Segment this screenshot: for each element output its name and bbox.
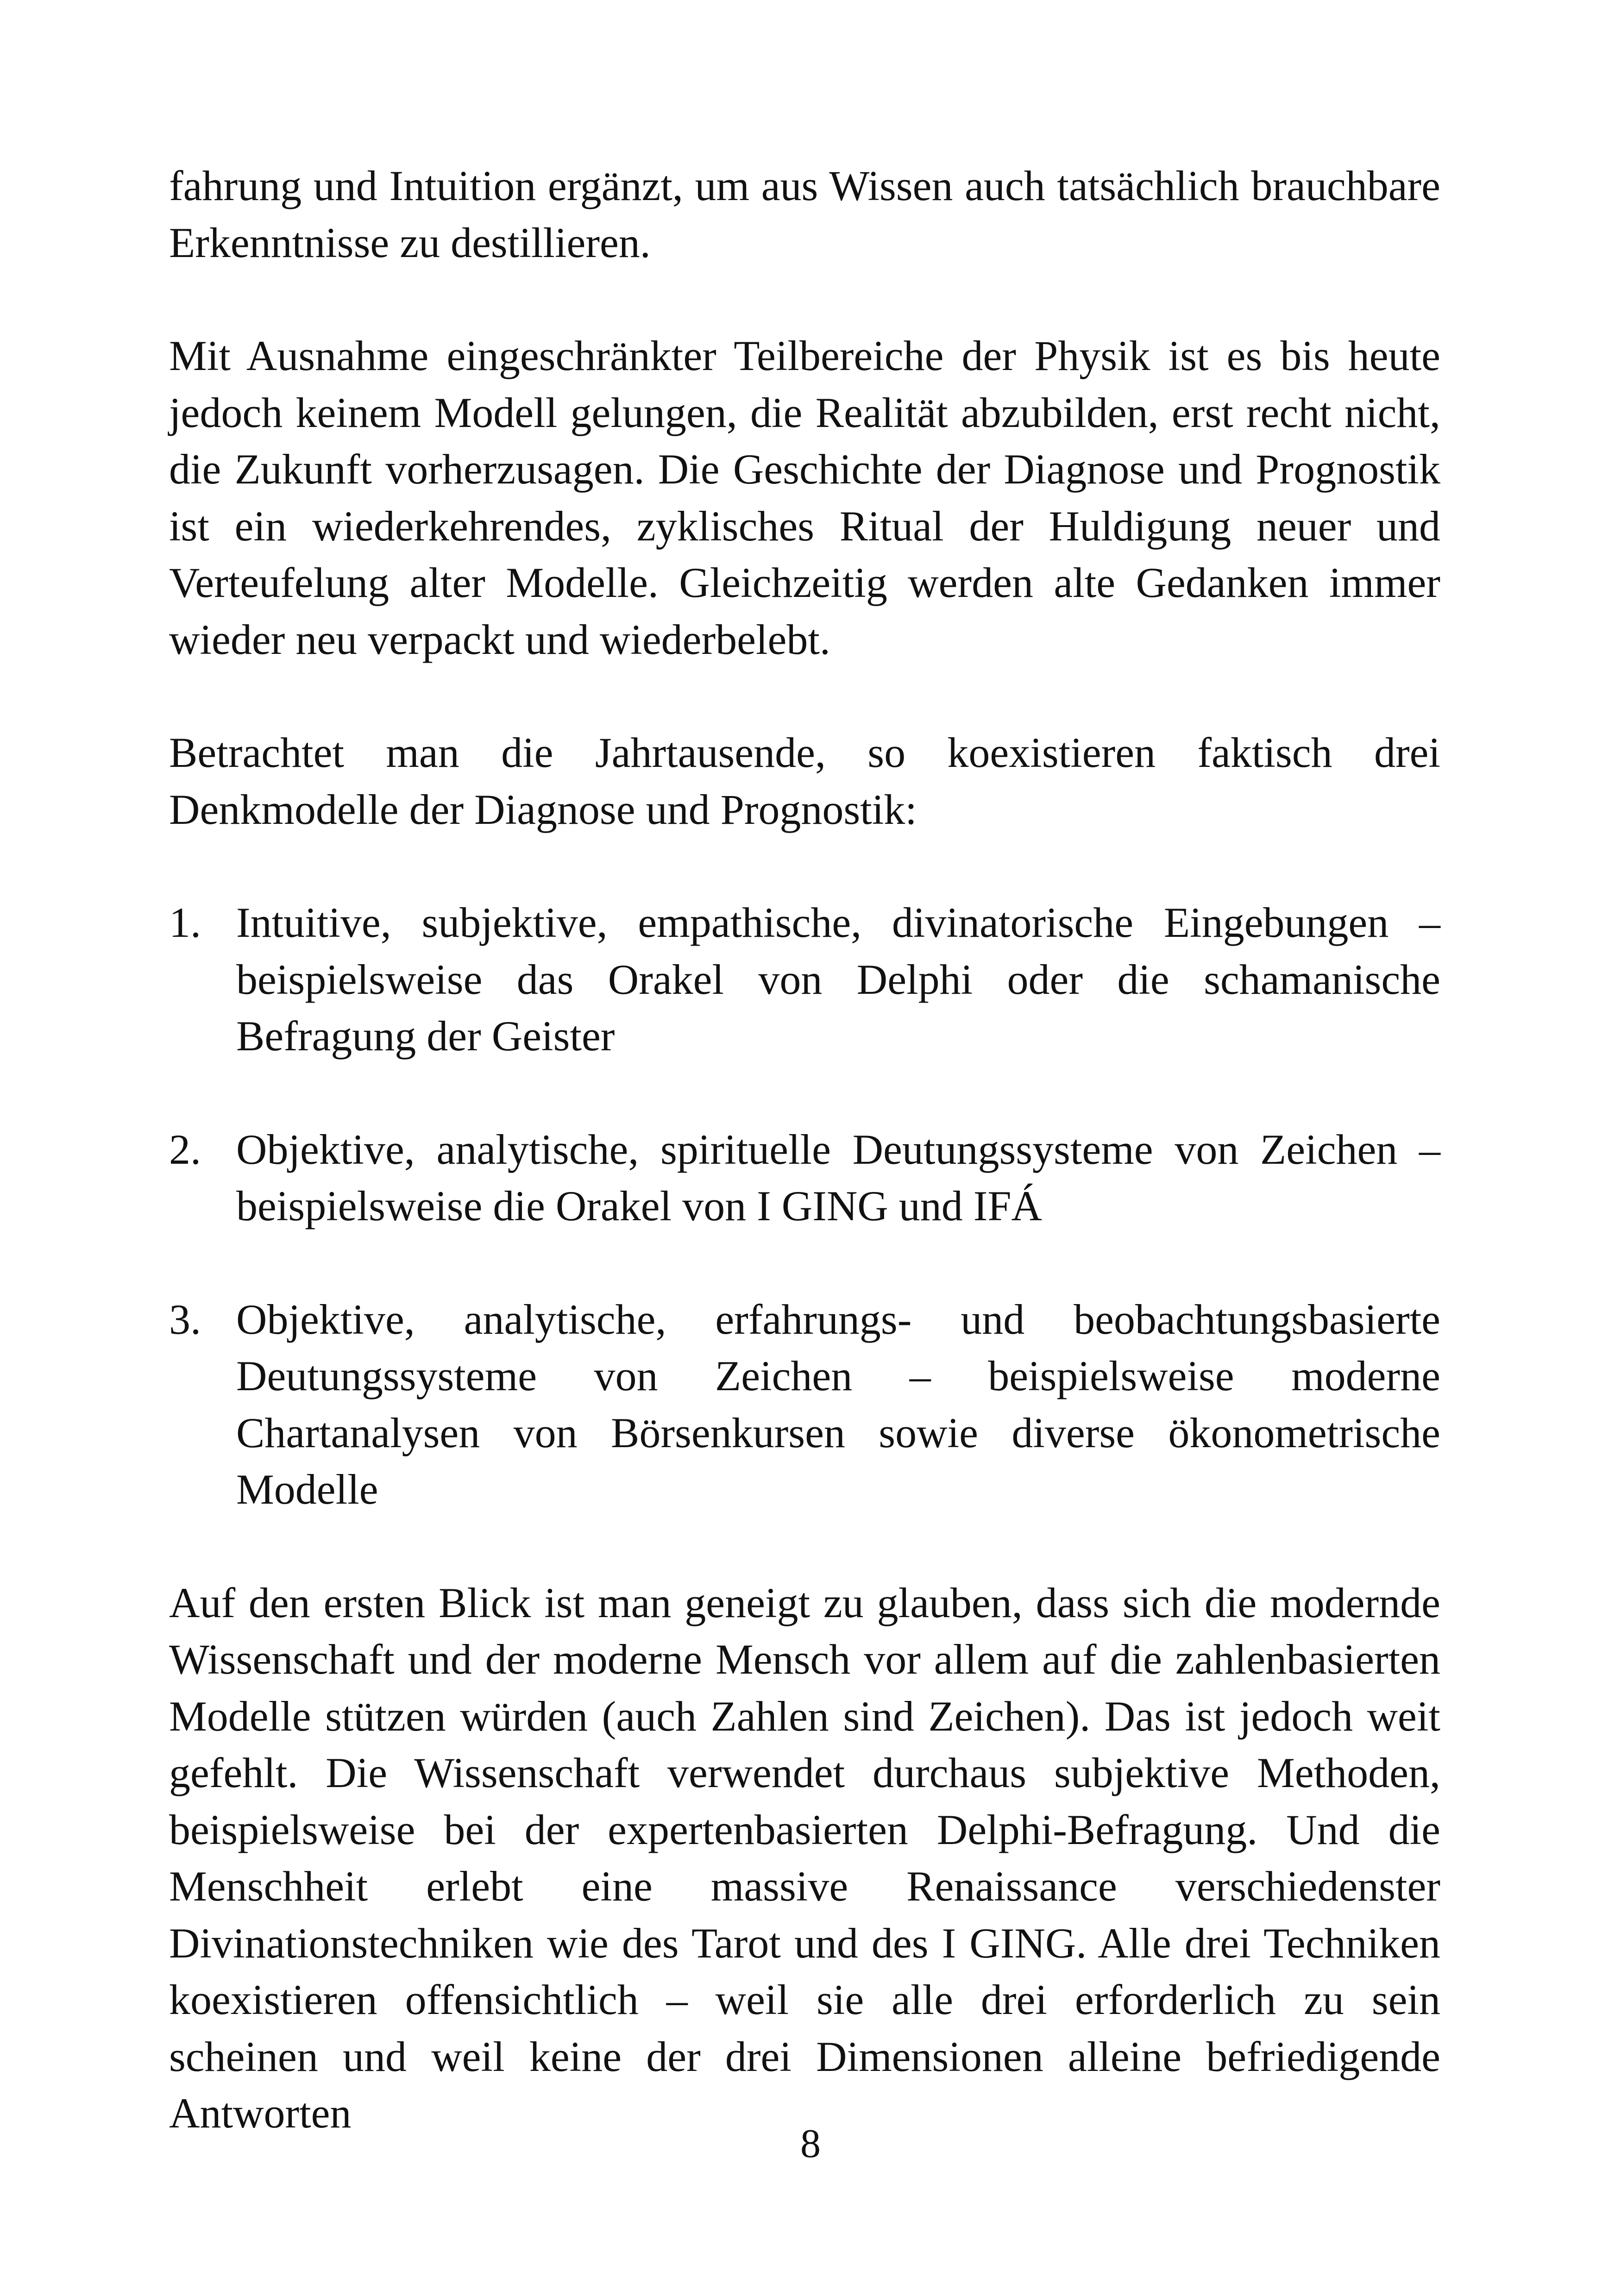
paragraph-1: fahrung und Intuition ergänzt, um aus Wissen auch tatsächlich brauchbare Erkenntnisse zu destillieren. (169, 162, 1440, 266)
numbered-list (169, 894, 1440, 1518)
list-item-text: Objektive, analytische, erfahrungs- und beobachtungsbasierte Deutungssysteme von Zeichen – beispielsweise moderne Chartanalysen von Börsenkursen sowie diverse ökonometrische Modelle (236, 1295, 1440, 1513)
page-number: 8 (800, 2121, 821, 2166)
paragraph-spacer (169, 668, 1440, 724)
list-item-number: 2. (169, 1125, 201, 1173)
paragraph-3: Betrachtet man die Jahrtausende, so koexistieren faktisch drei Denkmodelle der Diagnose und Prognostik: (169, 729, 1440, 833)
list-item-text: Objektive, analytische, spirituelle Deutungssysteme von Zeichen – beispielsweise die Orakel von I GING und IFÁ (236, 1125, 1440, 1230)
paragraph-spacer (169, 1518, 1440, 1575)
list-spacer (169, 1065, 1440, 1121)
list-item-number: 1. (169, 899, 201, 946)
list-item-2 (169, 1121, 1440, 1235)
paragraph-4: Auf den ersten Blick ist man geneigt zu glauben, dass sich die modernde Wissenschaft und der moderne Mensch vor allem auf die zahlenbasierten Modelle stützen würden (auch Zahlen sind Zeichen). Das ist jedoch weit gefehlt. Die Wissenschaft verwendet durchaus subjektive Methoden, beispielsweise bei der expertenbasierten Delphi-Befragung. Und die Menschheit erlebt eine massive Renaissance verschiedenster Divinationstechniken wie des Tarot und des I GING. Alle drei Techniken koexistieren offensichtlich – weil sie alle drei erforderlich zu sein scheinen und weil keine der drei Dimensionen alleine befriedigende Antworten (169, 1579, 1440, 2137)
list-spacer (169, 1235, 1440, 1291)
list-item-3 (169, 1291, 1440, 1518)
list-item-1 (169, 894, 1440, 1065)
paragraph-spacer (169, 838, 1440, 894)
list-item-number: 3. (169, 1295, 201, 1343)
page-body (169, 157, 1440, 2142)
paragraph-2: Mit Ausnahme eingeschränkter Teilbereiche der Physik ist es bis heute jedoch keinem Modell gelungen, die Realität abzubilden, erst recht nicht, die Zukunft vorherzusagen. Die Geschichte der Diagnose und Prognostik ist ein wiederkehrendes, zyklisches Ritual der Huldigung neuer und Verteufelung alter Modelle. Gleichzeitig werden alte Gedanken immer wieder neu verpackt und wiederbelebt. (169, 332, 1440, 663)
list-item-text: Intuitive, subjektive, empathische, divinatorische Eingebungen – beispielsweise das Orakel von Delphi oder die schamanische Befragung der Geister (236, 899, 1440, 1060)
paragraph-spacer (169, 271, 1440, 327)
